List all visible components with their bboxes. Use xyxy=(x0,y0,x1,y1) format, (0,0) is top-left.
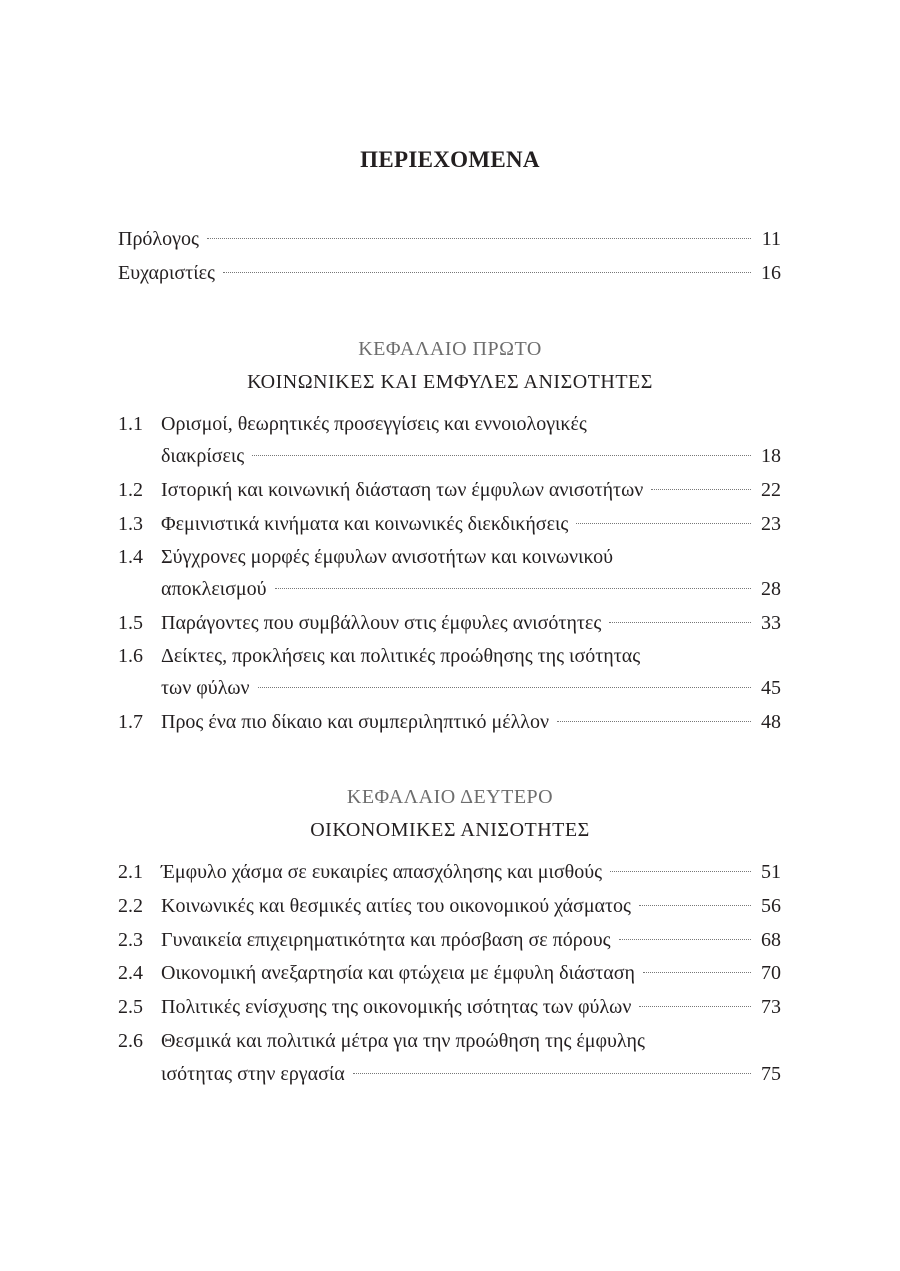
toc-page-number: 48 xyxy=(761,711,781,733)
dot-leader xyxy=(609,621,751,623)
toc-entry-2-2[interactable] xyxy=(118,889,781,923)
toc-entry-label: Φεμινιστικά κινήματα και κοινωνικές διεκδικήσεις xyxy=(161,513,569,535)
toc-entry-number: 1.7 xyxy=(118,711,143,733)
toc-entry-number: 2.4 xyxy=(118,962,143,984)
toc-entry-label: Δείκτες, προκλήσεις και πολιτικές προώθησης της ισότητας xyxy=(161,645,641,667)
toc-entry-label: Θεσμικά και πολιτικά μέτρα για την προώθηση της έμφυλης xyxy=(161,1030,645,1052)
toc-entry-label: Ευχαριστίες xyxy=(118,262,215,284)
toc-entry-label: Έμφυλο χάσμα σε ευκαιρίες απασχόλησης και μισθούς xyxy=(161,861,603,883)
toc-page-number: 23 xyxy=(761,513,781,535)
toc-page-number: 51 xyxy=(761,861,781,883)
dot-leader xyxy=(223,271,751,273)
toc-entry-number: 1.4 xyxy=(118,546,143,568)
toc-entry-label-continued: των φύλων xyxy=(161,677,250,699)
toc-entry-1-1-continuation[interactable] xyxy=(161,439,781,473)
dot-leader xyxy=(643,971,751,973)
toc-entry-number: 2.2 xyxy=(118,895,143,917)
dot-leader xyxy=(576,522,751,524)
chapter-1-kicker: ΚΕΦΑΛΑΙΟ ΠΡΩΤΟ xyxy=(358,338,542,360)
dot-leader xyxy=(651,488,751,490)
toc-entry-label-continued: αποκλεισμού xyxy=(161,578,267,600)
dot-leader xyxy=(639,904,751,906)
toc-entry-label: Ιστορική και κοινωνική διάσταση των έμφυλων ανισοτήτων xyxy=(161,479,644,501)
dot-leader xyxy=(557,720,751,722)
toc-entry-number: 1.6 xyxy=(118,645,143,667)
chapter-2-kicker: ΚΕΦΑΛΑΙΟ ΔΕΥΤΕΡΟ xyxy=(346,786,554,808)
toc-entry-2-5[interactable] xyxy=(118,990,781,1024)
dot-leader xyxy=(252,454,751,456)
toc-page-number: 33 xyxy=(761,612,781,634)
dot-leader xyxy=(353,1072,751,1074)
chapter-1-title: ΚΟΙΝΩΝΙΚΕΣ ΚΑΙ ΕΜΦΥΛΕΣ ΑΝΙΣΟΤΗΤΕΣ xyxy=(247,371,653,393)
toc-entry-number: 1.1 xyxy=(118,413,143,435)
toc-page-number: 28 xyxy=(761,578,781,600)
toc-entry-number: 2.3 xyxy=(118,929,143,951)
toc-page-number: 45 xyxy=(761,677,781,699)
toc-entry-number: 1.2 xyxy=(118,479,143,501)
toc-entry-2-6-continuation[interactable] xyxy=(161,1057,781,1091)
toc-entry-label: Σύγχρονες μορφές έμφυλων ανισοτήτων και κοινωνικού xyxy=(161,546,614,568)
toc-entry-1-1[interactable] xyxy=(118,407,781,441)
toc-entry-2-4[interactable] xyxy=(118,956,781,990)
toc-entry-1-6[interactable] xyxy=(118,639,781,673)
toc-entry-2-1[interactable] xyxy=(118,855,781,889)
toc-entry-number: 1.3 xyxy=(118,513,143,535)
toc-entry-label: Πολιτικές ενίσχυσης της οικονομικής ισότητας των φύλων xyxy=(161,996,632,1018)
toc-entry-number: 2.1 xyxy=(118,861,143,883)
toc-entry-number: 2.5 xyxy=(118,996,143,1018)
dot-leader xyxy=(207,237,751,239)
dot-leader xyxy=(610,870,751,872)
toc-page-number: 70 xyxy=(761,962,781,984)
toc-entry-label: Γυναικεία επιχειρηματικότητα και πρόσβαση σε πόρους xyxy=(161,929,611,951)
dot-leader xyxy=(639,1005,751,1007)
toc-entry-label: Κοινωνικές και θεσμικές αιτίες του οικονομικού χάσματος xyxy=(161,895,631,917)
toc-entry-prologue[interactable] xyxy=(118,222,781,256)
toc-entry-acknowledgements[interactable] xyxy=(118,256,781,290)
dot-leader xyxy=(275,587,751,589)
toc-entry-label-continued: ισότητας στην εργασία xyxy=(161,1063,345,1085)
toc-page-number: 68 xyxy=(761,929,781,951)
toc-entry-label-continued: διακρίσεις xyxy=(161,445,245,467)
toc-entry-1-2[interactable] xyxy=(118,473,781,507)
toc-page-number: 73 xyxy=(761,996,781,1018)
toc-page-number: 22 xyxy=(761,479,781,501)
toc-page-number: 16 xyxy=(761,262,781,284)
toc-page-number: 11 xyxy=(761,228,781,250)
toc-page-number: 75 xyxy=(761,1063,781,1085)
toc-entry-number: 2.6 xyxy=(118,1030,143,1052)
toc-entry-label: Ορισμοί, θεωρητικές προσεγγίσεις και εννοιολογικές xyxy=(161,413,587,435)
toc-entry-1-3[interactable] xyxy=(118,507,781,541)
toc-entry-1-7[interactable] xyxy=(118,705,781,739)
toc-entry-1-6-continuation[interactable] xyxy=(161,671,781,705)
toc-entry-number: 1.5 xyxy=(118,612,143,634)
page-title: ΠΕΡΙΕΧΟΜΕΝΑ xyxy=(360,147,540,172)
toc-entry-1-5[interactable] xyxy=(118,606,781,640)
dot-leader xyxy=(619,938,751,940)
toc-entry-2-3[interactable] xyxy=(118,923,781,957)
toc-entry-1-4[interactable] xyxy=(118,540,781,574)
toc-entry-label: Πρόλογος xyxy=(118,228,199,250)
toc-entry-label: Προς ένα πιο δίκαιο και συμπεριληπτικό μέλλον xyxy=(161,711,550,733)
toc-page-number: 56 xyxy=(761,895,781,917)
toc-entry-1-4-continuation[interactable] xyxy=(161,572,781,606)
toc-entry-label: Οικονομική ανεξαρτησία και φτώχεια με έμφυλη διάσταση xyxy=(161,962,635,984)
dot-leader xyxy=(258,686,751,688)
toc-entry-label: Παράγοντες που συμβάλλουν στις έμφυλες ανισότητες xyxy=(161,612,602,634)
toc-entry-2-6[interactable] xyxy=(118,1024,781,1058)
toc-page-number: 18 xyxy=(761,445,781,467)
chapter-2-title: ΟΙΚΟΝΟΜΙΚΕΣ ΑΝΙΣΟΤΗΤΕΣ xyxy=(310,819,590,841)
